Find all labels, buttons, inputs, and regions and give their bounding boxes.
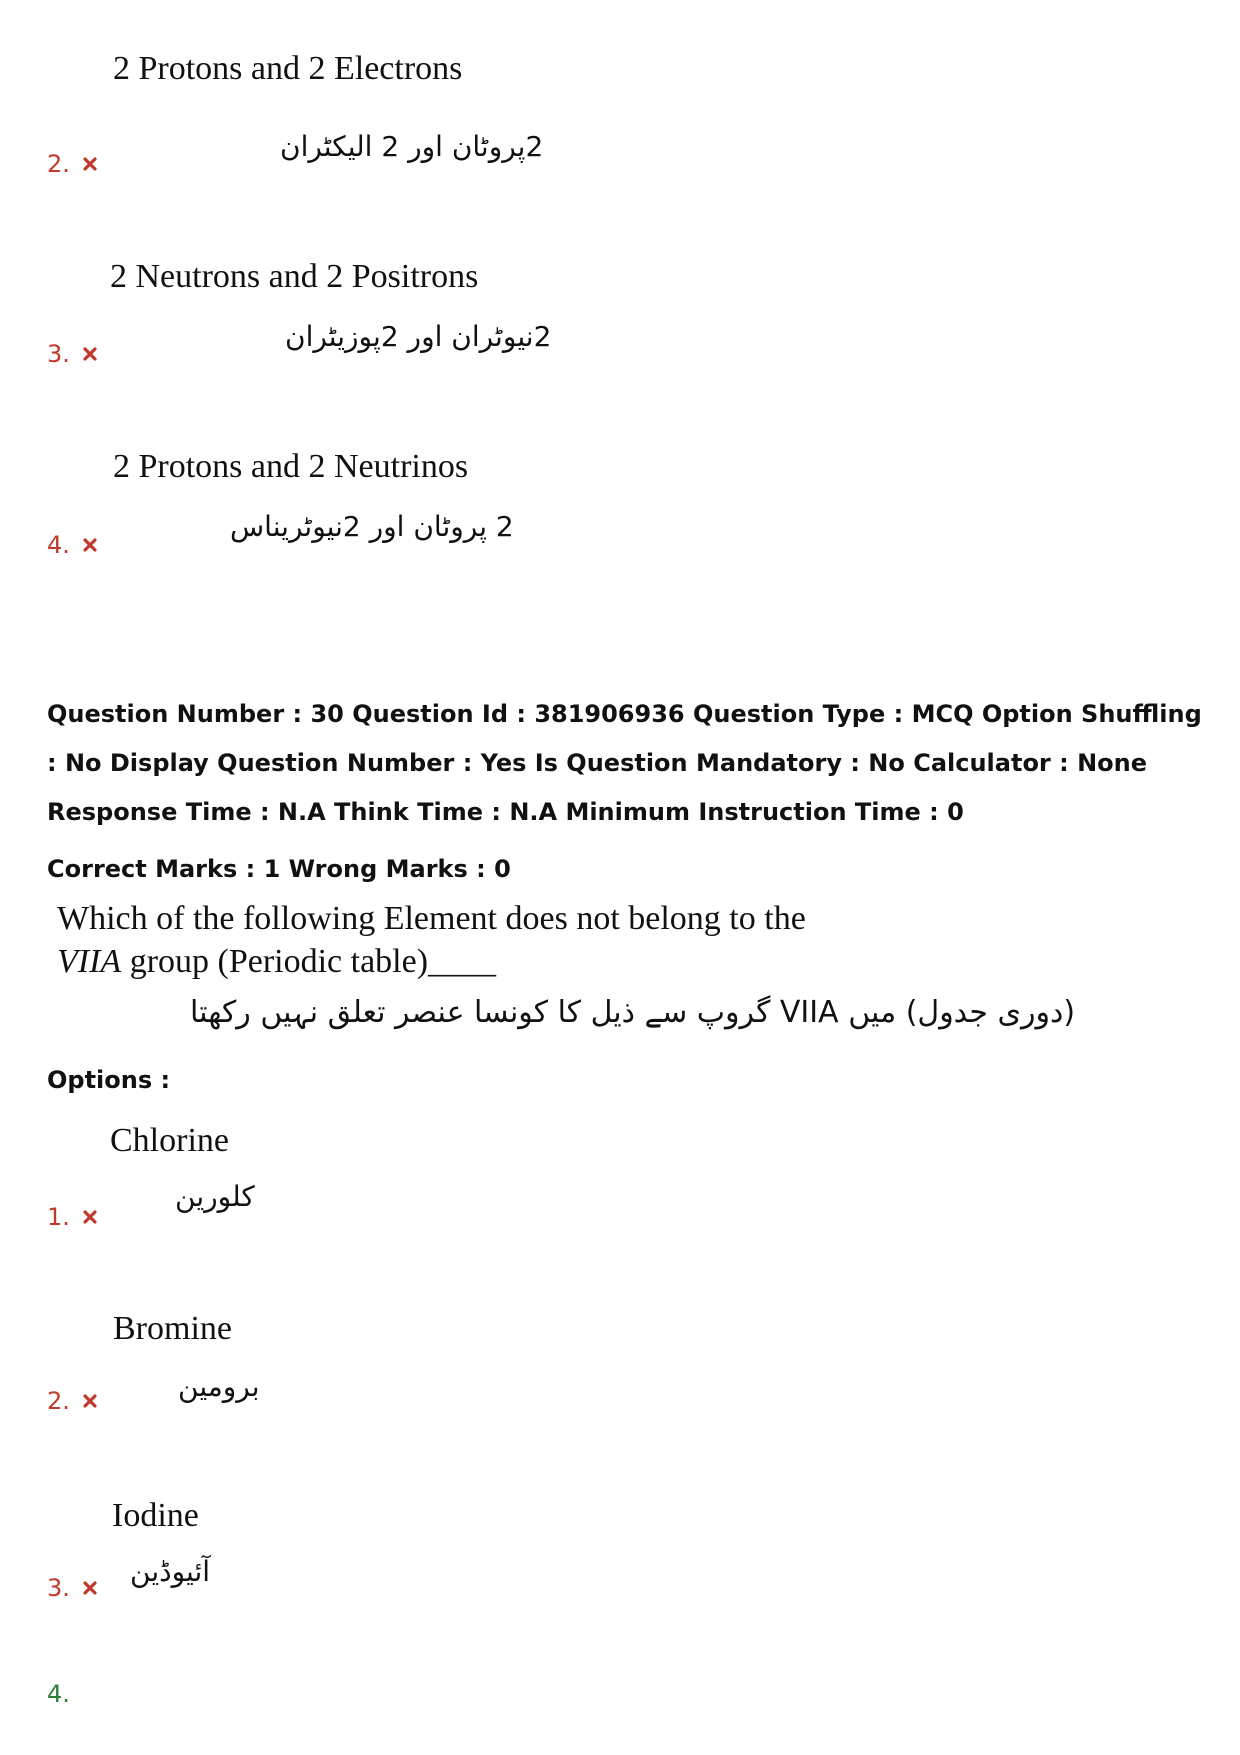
prev-option-4-number: 4. (47, 531, 70, 559)
prev-option-4-marker (47, 531, 100, 559)
cross-icon (80, 535, 100, 555)
question-text-line2-rest: group (Periodic table)____ (121, 943, 497, 980)
question-meta: Question Number : 30 Question Id : 381906936 Question Type : MCQ Option Shuffling : No Display Question Number : Yes Is Question Mandatory : No Calculator : None Response Time : N.A Think Time : N.A Minimum Instruction Time : 0 (47, 700, 1202, 826)
option-4-number: 4. (47, 1680, 70, 1708)
option-2-marker (47, 1387, 100, 1415)
cross-icon (80, 1578, 100, 1598)
prev-option-3-marker (47, 340, 100, 368)
option-1-urdu: کلورین (175, 1180, 255, 1213)
option-2-urdu: برومین (178, 1370, 260, 1403)
option-3-english: Iodine (112, 1497, 199, 1534)
option-2-number: 2. (47, 1387, 70, 1415)
prev-option-2-marker (47, 150, 100, 178)
prev-option-4-urdu: 2 پروٹان اور 2نیوٹریناس (230, 510, 514, 543)
prev-option-3-number: 3. (47, 340, 70, 368)
prev-option-2-urdu: 2پروٹان اور 2 الیکٹران (280, 130, 544, 163)
option-3-urdu: آئیوڈین (130, 1555, 211, 1588)
option-1-marker (47, 1203, 100, 1231)
options-label: Options : (47, 1066, 171, 1094)
question-marks: Correct Marks : 1 Wrong Marks : 0 (47, 855, 511, 883)
option-2-english: Bromine (113, 1310, 232, 1347)
option-1-number: 1. (47, 1203, 70, 1231)
prev-option-3-english: 2 Neutrons and 2 Positrons (110, 258, 479, 295)
question-text-urdu: (دوری جدول) میں VIIA گروپ سے ذیل کا کونسا عنصر تعلق نہیں رکھتا (190, 995, 1076, 1030)
group-name: VIIA (57, 943, 122, 980)
cross-icon (80, 1391, 100, 1411)
option-4-marker (47, 1680, 70, 1708)
cross-icon (80, 1207, 100, 1227)
prev-option-3-urdu: 2نیوٹران اور 2پوزیٹران (285, 320, 552, 353)
question-text-line2 (57, 940, 496, 983)
prev-option-2-english: 2 Protons and 2 Electrons (113, 50, 463, 87)
cross-icon (80, 344, 100, 364)
option-3-marker (47, 1574, 100, 1602)
option-1-english: Chlorine (110, 1122, 229, 1159)
option-3-number: 3. (47, 1574, 70, 1602)
prev-option-2-number: 2. (47, 150, 70, 178)
cross-icon (80, 154, 100, 174)
question-text-line1: Which of the following Element does not belong to the (57, 900, 806, 937)
prev-option-4-english: 2 Protons and 2 Neutrinos (113, 448, 469, 485)
